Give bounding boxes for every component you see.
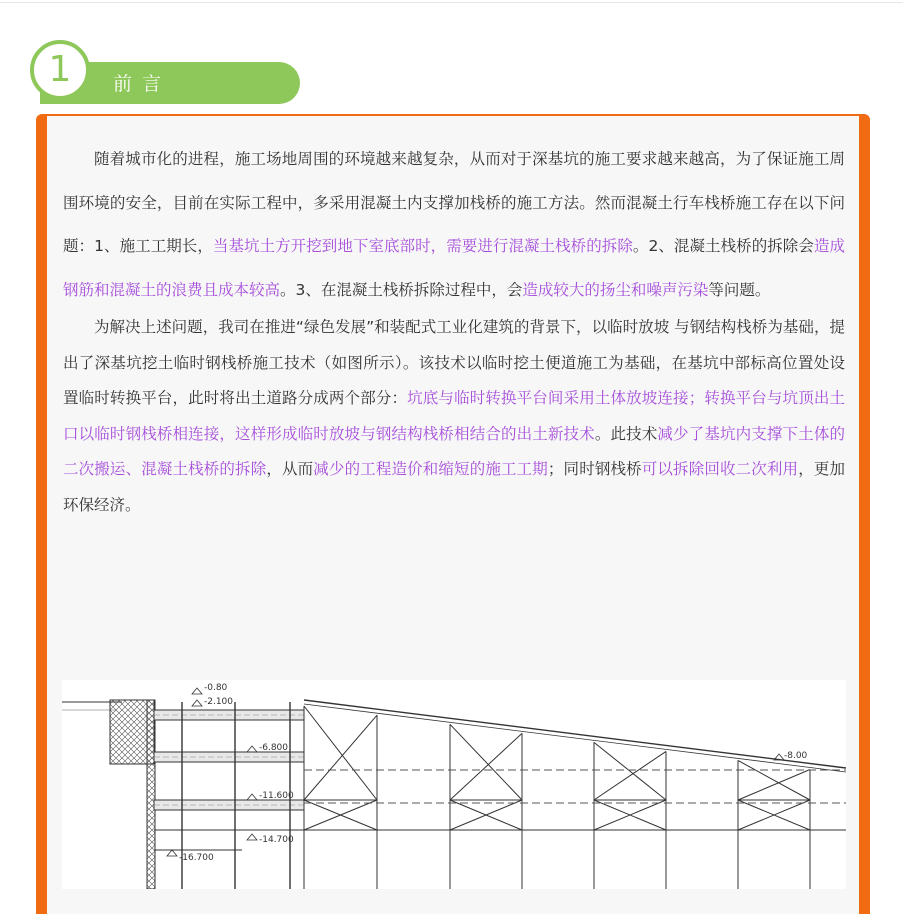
body-text-run: 。此技术: [594, 424, 658, 443]
elevation-label: -6.800: [259, 743, 289, 753]
highlighted-text: 当基坑土方开挖到地下室底部时，需要进行混凝土栈桥的拆除: [212, 237, 633, 255]
highlighted-text: 减少的工程造价和缩短的施工工期: [313, 460, 548, 478]
body-text-run: 。2、混凝土栈桥的拆除会: [632, 237, 814, 255]
section-title: 前言: [113, 73, 172, 95]
elevation-label: -14.700: [259, 835, 294, 845]
elevation-label: -8.00: [784, 751, 808, 761]
body-text-run: 。3、在混凝土栈桥拆除过程中，会: [280, 280, 523, 299]
elevation-label: -2.100: [204, 697, 234, 707]
trestle-bridge-diagram: [62, 680, 846, 889]
elevation-label: -0.80: [204, 683, 228, 693]
highlighted-text: 造成较大的扬尘和噪声污染: [522, 280, 709, 299]
trestle-frame: [738, 760, 810, 889]
highlighted-text: 可以拆除回收二次利用: [641, 460, 799, 478]
trestle-frame: [450, 724, 522, 889]
elevation-label: -16.700: [179, 853, 214, 863]
article-body: [63, 138, 845, 523]
highlighted-text: 减少了基坑内支撑下土体的二次搬运、混凝土栈桥的拆除: [63, 424, 845, 478]
elevation-label: -11.600: [259, 791, 294, 801]
highlighted-text: 坑底与临时转换平台间采用土体放坡连接；转换平台与坑顶出土口以临时钢栈桥相连接，这样形成临时放坡与钢结构栈桥相结合的出土新技术: [63, 389, 845, 443]
body-text-run: 等问题。: [708, 280, 771, 299]
trestle-frame: [594, 742, 666, 889]
section-number-badge: [30, 40, 90, 100]
body-text-run: 为解决上述问题，我司在推进“绿色发展”和装配式工业化建筑的背景下，以临时放坡 与钢结构栈桥为基础，提出了深基坑挖土临时钢栈桥施工技术（如图所示）。该技术以临时挖土便道施工为基础，在基坑中部标高位置处设置临时转换平台，此时将出土道路分成两个部分：: [63, 318, 845, 407]
body-text-run: 随着城市化的进程，施工场地周围的环境越来越复杂，从而对于深基坑的施工要求越来越高，为了保证施工周围环境的安全，目前在实际工程中，多采用混凝土内支撑加栈桥的施工方法。然而混凝土行车栈桥施工存在以下问题：1、施工工期长，: [63, 150, 845, 255]
trestle-frame: [304, 706, 377, 889]
section-number: 1: [48, 49, 72, 90]
highlighted-text: 造成钢筋和混凝土的浪费且成本较高: [63, 237, 845, 299]
paragraph-solution: [63, 310, 845, 523]
paragraph-intro: [63, 138, 845, 312]
body-text-run: ，更加环保经济。: [63, 460, 845, 514]
top-divider: [0, 2, 903, 3]
body-text-run: ；同时钢栈桥: [547, 460, 642, 478]
body-text-run: ，从而: [266, 460, 314, 478]
